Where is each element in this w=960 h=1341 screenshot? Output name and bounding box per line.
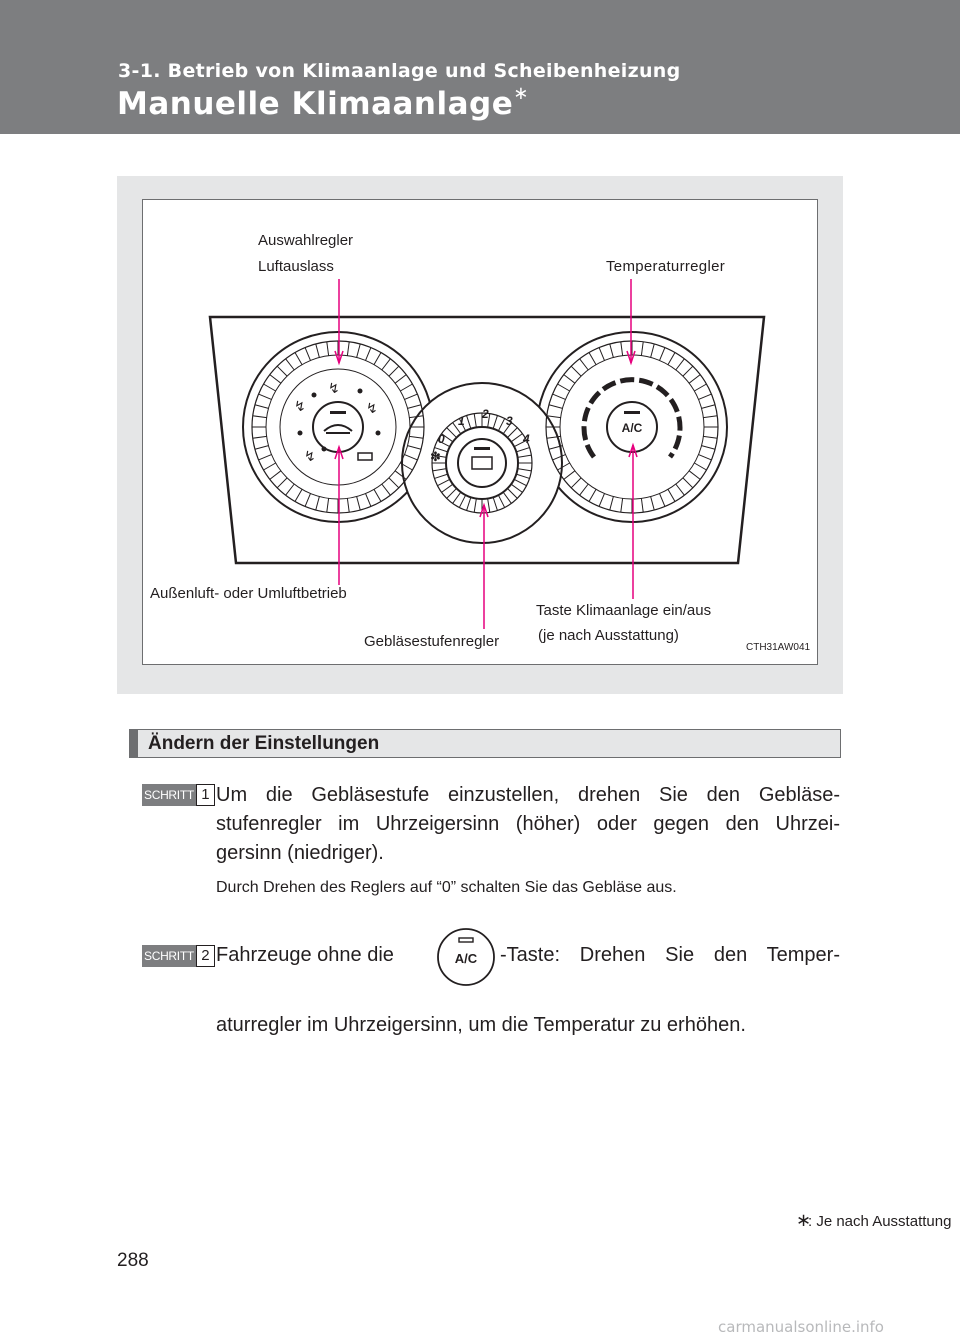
svg-text:↯: ↯: [304, 449, 316, 465]
callout-temperature: Temperaturregler: [606, 258, 726, 275]
section-heading-box: [129, 729, 841, 758]
callout-ac-button-line1: Taste Klimaanlage ein/aus: [536, 602, 712, 619]
section-label: 3-1. Betrieb von Klimaanlage und Scheibenheizung: [118, 60, 681, 82]
fan-scale-0: 0: [438, 432, 445, 446]
ac-label: A/C: [621, 421, 643, 435]
callout-ac-button-line2: (je nach Ausstattung): [538, 627, 679, 644]
section-heading: Ändern der Einstellungen: [148, 733, 380, 754]
footnote: : Je nach Ausstattung: [808, 1213, 952, 1230]
step-2-text-after: -Taste: Drehen Sie den Temper-: [500, 944, 840, 966]
step-1-line-1: Um die Gebläsestufe einzustellen, drehen Sie den Gebläse-: [216, 784, 840, 806]
footnote-marker: ∗: [796, 1210, 812, 1230]
step-1-badge-word: SCHRITT: [142, 784, 196, 806]
step-2-line-2: aturregler im Uhrzeigersinn, um die Temperatur zu erhöhen.: [216, 1014, 746, 1036]
page-title: [117, 82, 529, 122]
svg-text:↯: ↯: [294, 399, 306, 415]
page-title-text: Manuelle Klimaanlage: [117, 86, 514, 122]
title-marker: ∗: [513, 82, 529, 104]
step-1-badge-number: 1: [196, 784, 215, 806]
figure-code: CTH31AW041: [746, 642, 811, 653]
step-1-line-2: stufenregler im Uhrzeigersinn (höher) oder gegen den Uhrzei-: [216, 813, 840, 835]
page-header: [0, 0, 960, 134]
step-2-badge-word: SCHRITT: [142, 945, 196, 967]
callout-recirculation: Außenluft- oder Umluftbetrieb: [150, 585, 347, 602]
ac-button-label: A/C: [454, 951, 478, 966]
callout-fan-speed: Gebläsestufenregler: [364, 633, 500, 650]
step-2-badge: [142, 945, 215, 967]
section-heading-bar: [130, 730, 138, 757]
svg-text:↯: ↯: [366, 401, 378, 417]
fan-scale-2: 2: [482, 407, 489, 421]
step-1-badge: [142, 784, 215, 806]
ac-button-icon: [436, 927, 496, 987]
step-1-note: Durch Drehen des Reglers auf “0” schalten Sie das Gebläse aus.: [216, 879, 677, 896]
fan-scale-3: 3: [506, 414, 513, 428]
step-2-badge-number: 2: [196, 945, 215, 967]
callout-mode-selector-line2: Luftauslass: [258, 258, 334, 275]
svg-text:↯: ↯: [328, 381, 340, 397]
step-1-line-3: gersinn (niedriger).: [216, 842, 384, 864]
step-2-text-before: Fahrzeuge ohne die: [216, 944, 394, 966]
fan-icon: ✽: [430, 450, 441, 465]
fan-scale-4: 4: [523, 432, 530, 446]
page-number: 288: [117, 1250, 149, 1271]
watermark: carmanualsonline.info: [718, 1318, 884, 1336]
callout-mode-selector-line1: Auswahlregler: [258, 232, 354, 249]
fan-scale-1: 1: [458, 414, 465, 428]
step-1-text: [216, 781, 840, 868]
